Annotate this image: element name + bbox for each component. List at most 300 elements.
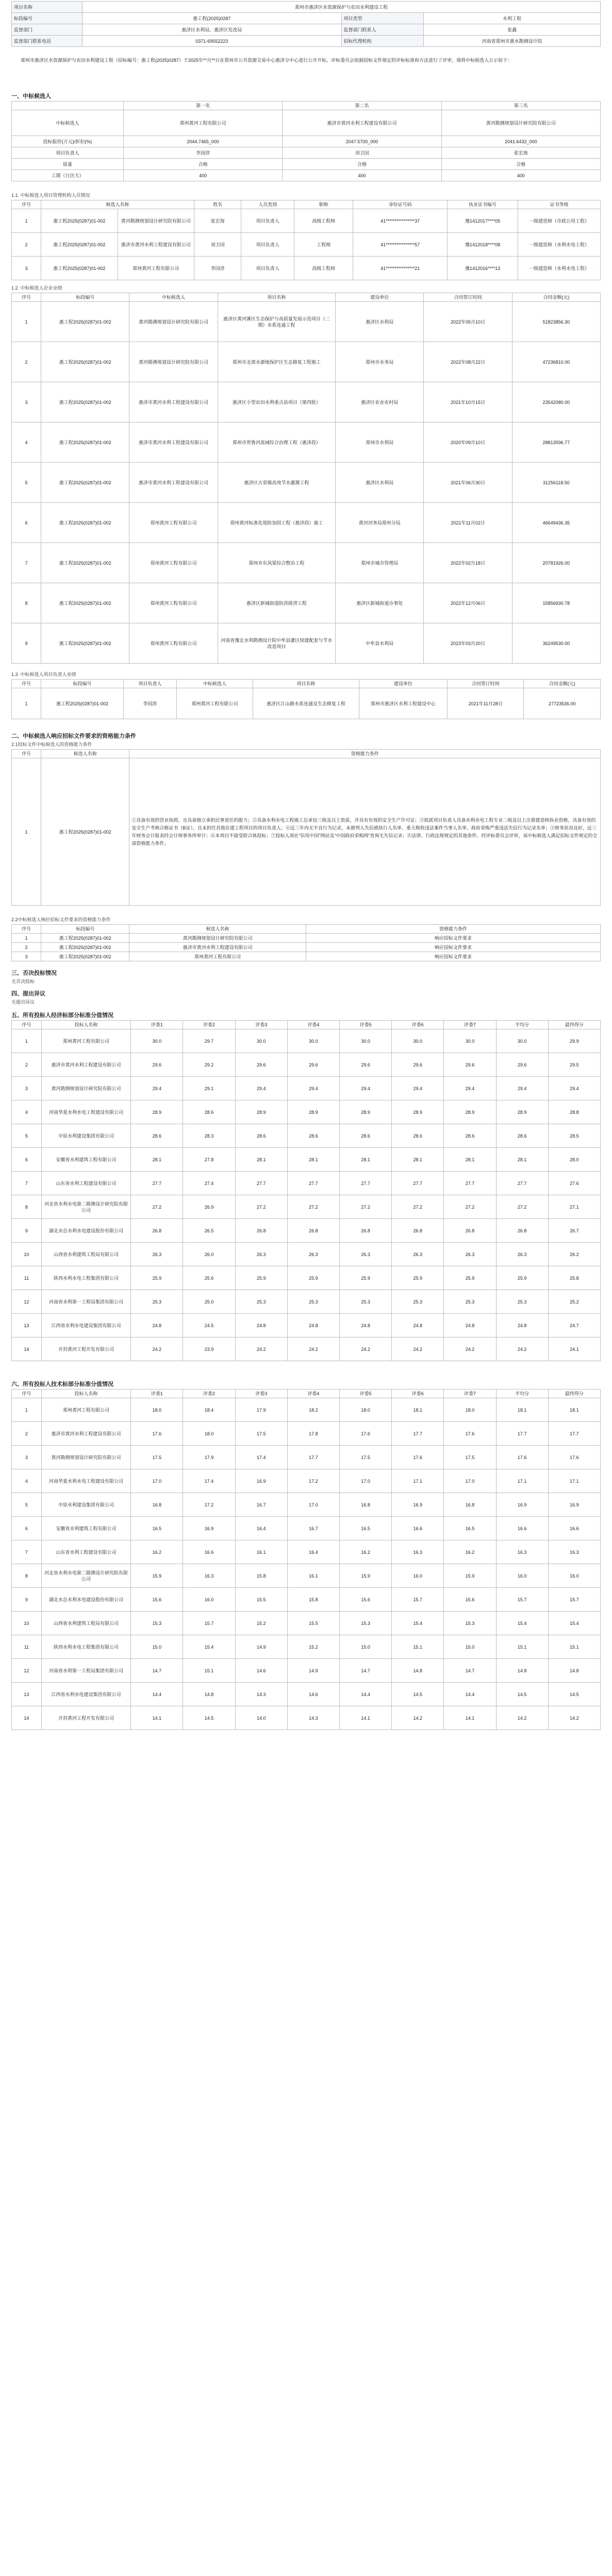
table-cell: 30.0 [444,1029,496,1053]
table-cell: 25.9 [287,1266,339,1290]
table-row [12,543,601,583]
table-cell: 28.6 [496,1124,548,1148]
table-cell: 16.2 [131,1540,183,1564]
table-cell: 28.9 [235,1100,287,1124]
table-header: 序号 [12,293,41,302]
table-cell: 25.0 [183,1290,235,1314]
table-cell: 16.2 [444,1540,496,1564]
table-cell: 河南省水利第一工程局集团有限公司 [41,1659,130,1683]
table-cell: 15.1 [496,1635,548,1659]
table-header: 合同签订时间 [448,680,524,688]
table-cell: 16.7 [235,1493,287,1517]
info-value: 张鑫 [424,24,601,36]
table-cell: 27.7 [444,1172,496,1195]
table-cell: 25.9 [444,1266,496,1290]
project-name: 郑州市惠济区水资源保护与农田水利建设工程 [82,2,601,13]
table-cell: 黄河勘测规划设计研究院有限公司 [41,1446,130,1469]
table-cell: 25.9 [340,1266,392,1290]
table-cell: 12 [12,1659,42,1683]
table-cell: 29.6 [444,1053,496,1077]
table-cell: 河南华夏水利水电工程建设有限公司 [41,1100,130,1124]
table-cell: 16.9 [235,1469,287,1493]
table-cell: 24.8 [235,1314,287,1337]
table-row [12,1124,601,1148]
table-cell: 14.7 [131,1659,183,1683]
info-label: 监督部门联系人 [341,24,424,36]
table-cell: 26.8 [392,1219,444,1243]
table-cell: 15.0 [444,1635,496,1659]
table-cell: 16.6 [496,1517,548,1540]
table-header: 身份证号码 [353,200,448,209]
table-cell: 2 [12,1422,42,1446]
intro-paragraph: 郑州市惠济区水资源保护与农田水利建设工程（招标编号：惠工程(2025)0287）于2025年**月**日在郑州市公共资源交易中心惠济分中心进行公开开标，评标委员会依据招标文件规定的评标标准和方法进行了评审，现将中标候选人公示如下： [21,58,512,63]
table-row [12,1266,601,1290]
table-cell: 24.8 [131,1314,183,1337]
table-cell: 9 [12,623,41,664]
info-label: 招标代理机构 [341,36,424,47]
table-cell: 29.6 [131,1053,183,1077]
table-header: 中标候选人 [129,293,218,302]
manager-performance-table [11,679,601,719]
table-row [12,1290,601,1314]
table-cell: 14.3 [235,1683,287,1706]
table-cell: 惠工程2025(0287)01-002 [41,302,129,342]
table-cell: 3 [12,382,41,422]
table-cell: 惠工程2025(0287)01-002 [41,934,129,943]
table-cell: 3 [12,952,41,961]
table-cell: 高级工程师 [294,257,353,280]
table-cell: 24.7 [548,1314,600,1337]
table-row [12,952,601,961]
table-header: 评委3 [235,1389,287,1398]
table-cell: 8 [12,1195,42,1219]
table-cell: 30.0 [496,1029,548,1053]
table-cell: 11 [12,1635,42,1659]
table-cell: 27.7 [340,1172,392,1195]
table-header: 中标候选人 [176,680,253,688]
economic-score-table [11,1020,601,1361]
table-cell: 29.1 [183,1077,235,1100]
table-cell: 28.3 [183,1124,235,1148]
table-cell: 中原水利建设集团有限公司 [41,1493,130,1517]
table-cell: 27.7 [131,1172,183,1195]
table-row [12,623,601,664]
table-cell: 15.7 [392,1588,444,1612]
table-cell: 惠工程2025(0287)01-002 [41,943,129,952]
table-cell: 400 [123,170,282,181]
table-cell: 29.6 [287,1053,339,1077]
table-cell: 13 [12,1683,42,1706]
table-cell: 郑州黄河工程有限公司 [129,583,218,623]
table-row [12,1612,601,1635]
table-cell: 15856930.78 [512,583,600,623]
table-cell: 中牟县水利局 [336,623,424,664]
table-cell: 25.9 [496,1266,548,1290]
section-title: 六、所有投标人技术标部分标准分值情况 [11,1381,113,1387]
table-cell: 豫1412017****05 [448,209,518,233]
table-cell: 惠工程2025(0287)01-002 [41,257,118,280]
table-cell: 郑州黄河工程有限公司 [129,952,306,961]
table-cell: 惠工程2025(0287)01-002 [41,342,129,382]
table-cell: 47236810.00 [512,342,600,382]
table-cell: 16.9 [392,1493,444,1517]
table-cell: 郑州黄河工程有限公司 [41,1029,130,1053]
table-cell: 29.4 [235,1077,287,1100]
section-title: 三、否决投标情况 [11,970,57,976]
table-cell: 16.6 [548,1517,600,1540]
table-cell: 26.9 [183,1195,235,1219]
table-header: 第二名 [283,101,441,110]
table-header: 平均分 [496,1021,548,1029]
table-cell: 31256118.50 [512,463,600,503]
table-cell: 17.9 [183,1446,235,1469]
table-header: 序号 [12,680,41,688]
table-cell: 29.9 [548,1029,600,1053]
table-header: 投标人名称 [41,1021,130,1029]
table-cell: 山东省水利工程建设有限公司 [41,1540,130,1564]
table-cell: 17.9 [235,1398,287,1422]
table-cell: 黄河勘测规划设计研究院有限公司 [129,934,306,943]
table-header: 评委1 [131,1389,183,1398]
table-row [12,1469,601,1493]
table-cell: 16.1 [235,1540,287,1564]
table-cell: 惠济区农业农村局 [336,382,424,422]
table-cell: 18.2 [287,1398,339,1422]
table-cell: 27.6 [548,1172,600,1195]
table-cell: 25.3 [131,1290,183,1314]
table-cell: 14.9 [287,1659,339,1683]
table-cell: 27.2 [287,1195,339,1219]
info-value: 惠济区水利局、惠济区发改局 [82,24,341,36]
table-cell: 15.6 [340,1588,392,1612]
table-cell: 2023年03月20日 [424,623,512,664]
table-cell: 29.4 [340,1077,392,1100]
table-cell: 28.0 [548,1148,600,1172]
table-cell: 29.4 [496,1077,548,1100]
table-row [12,934,601,943]
table-cell: 27.2 [496,1195,548,1219]
table-cell: 17.2 [183,1493,235,1517]
table-row [12,209,601,233]
table-cell: 15.8 [235,1564,287,1588]
table-header: 第三名 [441,101,600,110]
table-header: 评委2 [183,1389,235,1398]
table-cell: 17.4 [183,1469,235,1493]
table-cell: 14.0 [235,1706,287,1730]
table-cell: 27.2 [444,1195,496,1219]
info-label: 项目名称 [12,2,82,13]
table-cell: 30.0 [340,1029,392,1053]
section-title: 五、所有投标人经济标部分标准分值情况 [11,1012,113,1019]
table-cell: 4 [12,422,41,463]
table-header: 执业证书编号 [448,200,518,209]
table-cell: 15.0 [340,1635,392,1659]
info-label: 项目类型 [341,13,424,24]
table-cell: 23.9 [183,1337,235,1361]
table-cell: 2041.6432_000 [441,136,600,147]
table-cell: 24.2 [444,1337,496,1361]
table-cell: 湖北水总水利水电建设股份有限公司 [41,1219,130,1243]
table-cell: 16.8 [131,1493,183,1517]
table-cell: 26.8 [131,1219,183,1243]
table-cell: 15.4 [183,1635,235,1659]
table-cell: 18.1 [392,1398,444,1422]
table-cell: 山西省水利建筑工程局有限公司 [41,1243,130,1266]
table-cell: 一级建造师（水利水电工程） [518,233,601,257]
table-cell: 16.9 [183,1517,235,1540]
table-cell: 18.1 [496,1398,548,1422]
table-cell: 2022年12月06日 [424,583,512,623]
table-cell: 15.9 [444,1564,496,1588]
table-cell: 黄河勘测规划设计研究院有限公司 [41,1077,130,1100]
table-cell: 15.7 [548,1588,600,1612]
table-cell: 质量 [12,159,124,170]
table-cell: 郑州黄河工程有限公司 [118,257,194,280]
table-cell: 江西省水利水电建设集团有限公司 [41,1683,130,1706]
table-cell: 25.3 [340,1290,392,1314]
table-cell: 1 [12,934,41,943]
info-row [12,2,601,13]
table-cell: 11 [12,1266,42,1290]
table-cell: 28.5 [548,1124,600,1148]
table-row [12,1243,601,1266]
table-cell: 惠济市黄河水利工程建设有限公司 [118,233,194,257]
table-cell: 28.9 [340,1100,392,1124]
table-cell: 26.8 [287,1219,339,1243]
info-label: 监督部门 [12,24,82,36]
table-cell: 中原水利建设集团有限公司 [41,1124,130,1148]
table-cell: 惠济市黄河水利工程建设有限公司 [283,110,441,136]
table-cell: 15.5 [287,1612,339,1635]
table-cell: 29.4 [131,1077,183,1100]
table-header: 最终得分 [548,1021,600,1029]
table-cell: 16.6 [392,1517,444,1540]
table-cell: 高级工程师 [294,209,353,233]
table-cell: 16.2 [340,1540,392,1564]
table-header: 序号 [12,1021,42,1029]
qualification-text: ①具备有效的营业执照，且具备独立承担民事责任的能力；②具备水利水电工程施工总承包三级及以上资质，并具有有效的安全生产许可证；③拟派项目负责人具备水利水电工程专业二级及以上注册建造师执业资格，具备有效的安全生产考核合格证书（B证），且未担任其他在建工程项目的项目负责人；④近三年内无不良行为记录，未被列入失信被执行人名单、重大税收违法案件当事人名单、政府采购严重违法失信行为记录名单；⑤财务状况良好，近三年财务会计报表经会计师事务所审计；⑥本项目不接受联合体投标；⑦投标人须在“信用中国”网站及“中国政府采购网”查询无失信记录；⑧法律、行政法规规定的其他条件。经评标委员会评审，该中标候选人满足招标文件规定的全部资格能力条件。 [129,758,601,906]
table-cell: 中标候选人 [12,110,124,136]
table-cell: 工期（日历天） [12,170,124,181]
table-cell: 28.9 [392,1100,444,1124]
table-cell: 2022年08月22日 [424,342,512,382]
table-cell: 26.8 [235,1219,287,1243]
table-cell: 8 [12,1564,42,1588]
table-cell: 河南省豫北水利勘测设计院中牟县灌区续建配套与节水改造项目 [218,623,335,664]
table-header: 投标人名称 [41,1389,130,1398]
table-cell: 15.9 [340,1564,392,1588]
subsection-title: 1.1. 中标候选人项目管理机构人员情况 [11,193,90,198]
table-cell: 27.7 [235,1172,287,1195]
table-header: 候选人名称 [129,925,306,934]
table-cell: 15.7 [183,1612,235,1635]
table-cell: 28.6 [444,1124,496,1148]
table-cell: 一级建造师（市政公用工程） [518,209,601,233]
info-label: 监督部门联系电话 [12,36,82,47]
table-cell: 15.9 [131,1564,183,1588]
table-cell: 合格 [441,159,600,170]
table-cell: 24.2 [496,1337,548,1361]
table-row [12,1422,601,1446]
table-cell: 27723536.00 [524,688,601,719]
table-cell: 16.3 [548,1540,600,1564]
table-header: 标段编号 [41,293,129,302]
table-cell: 17.7 [392,1422,444,1446]
table-row [12,342,601,382]
table-cell: 26.5 [183,1219,235,1243]
table-cell: 2021年06月30日 [424,463,512,503]
table-cell: 17.5 [340,1446,392,1469]
table-cell: 1 [12,1029,42,1053]
table-cell: 项目负责人 [241,209,294,233]
table-cell: 26.7 [548,1219,600,1243]
table-cell: 17.5 [444,1446,496,1469]
table-cell: 27.8 [183,1148,235,1172]
table-cell: 16.0 [392,1564,444,1588]
table-cell: 26.3 [444,1243,496,1266]
table-cell: 惠济区黄河滩区生态保护与高质量发展示范项目（二期）水系连通工程 [218,302,335,342]
table-cell: 30.0 [287,1029,339,1053]
table-cell: 24.2 [235,1337,287,1361]
table-cell: 3 [12,1077,42,1100]
table-cell: 16.4 [287,1540,339,1564]
table-cell: 惠工程2025(0287)01-002 [41,463,129,503]
table-cell: 合格 [123,159,282,170]
table-cell: 惠工程2025(0287)01-002 [41,623,129,664]
table-cell: 14.4 [340,1683,392,1706]
table-cell: 李国淳 [123,688,176,719]
table-cell: 26.3 [235,1243,287,1266]
table-cell: 18.1 [548,1398,600,1422]
table-cell: 14.8 [183,1683,235,1706]
table-cell: 7 [12,1172,42,1195]
table-cell: 1 [12,1398,42,1422]
table-cell: 安徽省水利建筑工程有限公司 [41,1148,130,1172]
table-cell: 27.7 [496,1172,548,1195]
table-cell: 郑州黄河标准化堤防加固工程（惠济段）施工 [218,503,335,543]
table-cell: 16.0 [496,1564,548,1588]
table-cell: 惠济市黄河水利工程建设有限公司 [129,463,218,503]
table-cell: 郑州黄河工程有限公司 [129,543,218,583]
table-cell: 25.9 [131,1266,183,1290]
qualification-response-table [11,924,601,961]
table-row [12,1540,601,1564]
table-cell: 28.9 [444,1100,496,1124]
table-cell: 9 [12,1219,42,1243]
table-row [12,1148,601,1172]
table-cell: 26.3 [131,1243,183,1266]
table-cell: 26.3 [340,1243,392,1266]
table-cell: 14.8 [496,1659,548,1683]
table-cell: 惠工程2025(0287)01-002 [41,233,118,257]
table-header: 评委6 [392,1021,444,1029]
table-cell: 41****************57 [353,233,448,257]
table-row [12,302,601,342]
table-cell: 26.3 [392,1243,444,1266]
table-cell: 29.5 [548,1053,600,1077]
info-value: 0371-69552223 [82,36,341,47]
table-cell: 江西省水利水电建设集团有限公司 [41,1314,130,1337]
table-row [12,1314,601,1337]
table-header: 序号 [12,750,41,758]
table-cell: 27.2 [235,1195,287,1219]
table-header: 标段编号 [41,925,129,934]
table-cell: 14.2 [392,1706,444,1730]
table-cell: 14 [12,1706,42,1730]
table-cell: 26.0 [183,1243,235,1266]
table-cell: 25.3 [496,1290,548,1314]
table-cell: 30.0 [235,1029,287,1053]
table-cell: 25.3 [392,1290,444,1314]
table-cell: 郑州市城市管理局 [336,543,424,583]
table-cell: 陕西水利水电工程集团有限公司 [41,1635,130,1659]
subsection-title: 2.1投标文件中标候选人的资格能力条件 [11,742,92,747]
table-cell: 30.0 [392,1029,444,1053]
table-cell: 25.8 [548,1266,600,1290]
info-value: 惠工程(2025)0287 [82,13,341,24]
table-cell: 14.1 [444,1706,496,1730]
table-cell: 29.4 [444,1077,496,1100]
table-cell: 惠工程2025(0287)01-002 [41,422,129,463]
table-cell: 1 [12,209,41,233]
table-cell: 27.2 [340,1195,392,1219]
info-value: 河南省郑州市惠水勘测设计院 [424,36,601,47]
table-cell: 14.7 [340,1659,392,1683]
technical-score-table [11,1389,601,1730]
table-cell: 24.2 [392,1337,444,1361]
table-cell: 28813596.77 [512,422,600,463]
table-cell: 17.5 [235,1422,287,1446]
table-cell: 17.1 [496,1469,548,1493]
table-row [12,1029,601,1053]
table-cell: 14.8 [548,1659,600,1683]
table-cell: 工程师 [294,233,353,257]
table-cell: 14.5 [496,1683,548,1706]
table-row [12,1219,601,1243]
table-cell: 1 [12,758,41,906]
table-row [12,1706,601,1730]
table-header: 序号 [12,925,41,934]
table-cell: 惠济区江山路水系连通及生态修复工程 [253,688,359,719]
table-cell: 惠工程2025(0287)01-002 [41,688,124,719]
table-header: 项目负责人 [123,680,176,688]
table-cell: 2021年10月15日 [424,382,512,422]
table-header: 最终得分 [548,1389,600,1398]
table-cell: 张宏海 [441,147,600,159]
table-cell: 27.2 [392,1195,444,1219]
table-cell: 28.1 [392,1148,444,1172]
table-row [12,583,601,623]
table-cell: 12 [12,1290,42,1314]
table-cell: 3 [12,1446,42,1469]
table-row [12,1517,601,1540]
table-cell: 15.6 [444,1588,496,1612]
table-cell: 15.1 [548,1635,600,1659]
table-cell: 15.2 [287,1635,339,1659]
table-cell: 18.0 [131,1398,183,1422]
table-cell: 20781926.00 [512,543,600,583]
table-cell: 25.6 [183,1266,235,1290]
table-cell: 2 [12,342,41,382]
table-cell: 400 [441,170,600,181]
table-cell: 27.1 [548,1195,600,1219]
table-cell: 15.7 [496,1588,548,1612]
table-row [12,688,601,719]
table-cell: 15.8 [287,1588,339,1612]
table-cell: 28.9 [496,1100,548,1124]
table-header: 平均分 [496,1389,548,1398]
table-header: 第一名 [123,101,282,110]
